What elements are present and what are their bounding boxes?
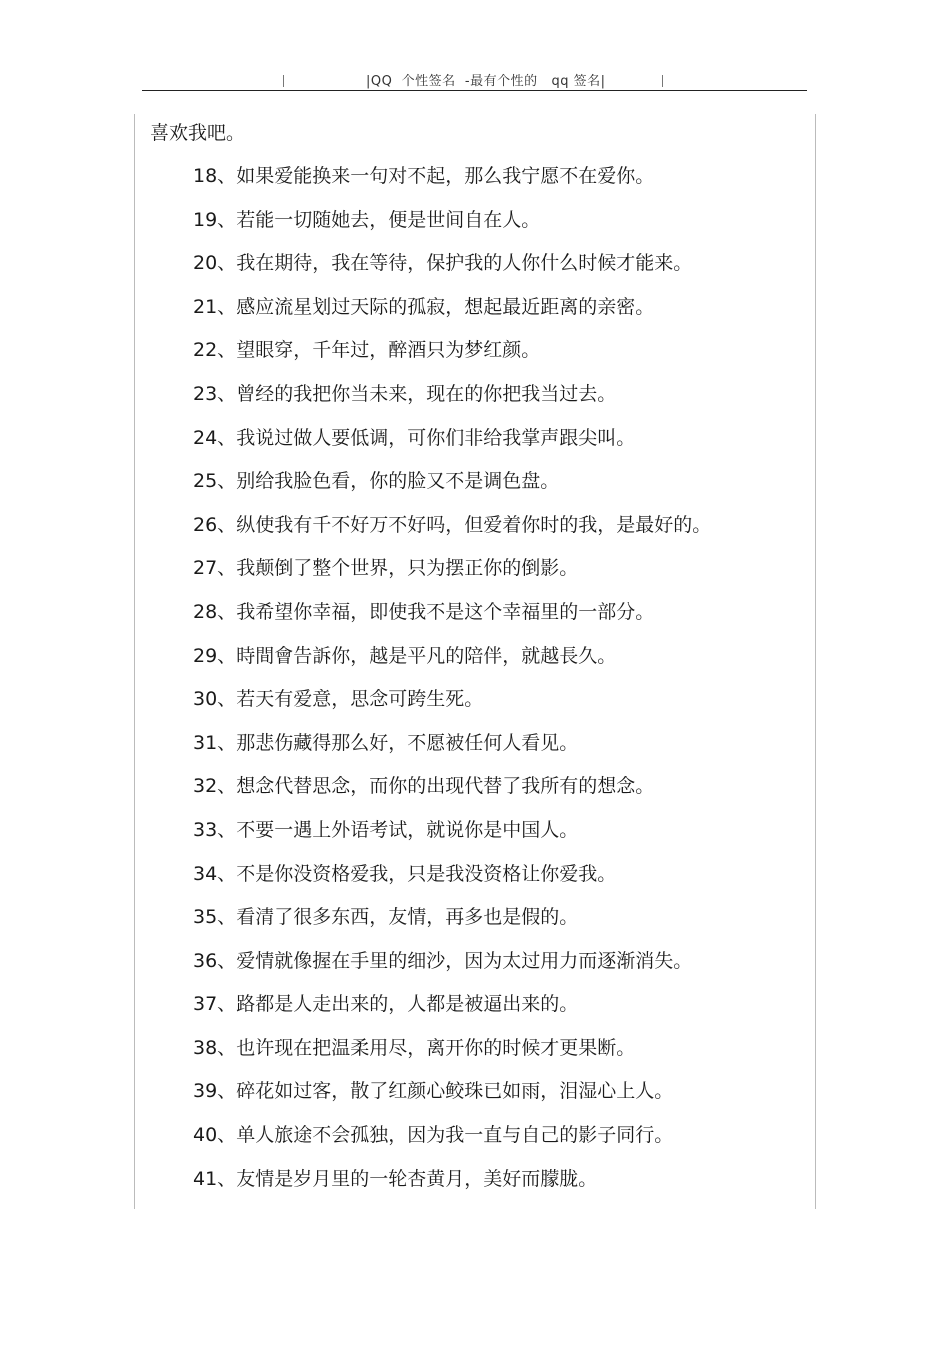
header-tick-mark bbox=[283, 75, 284, 87]
list-item bbox=[193, 1034, 711, 1078]
list-item bbox=[193, 162, 711, 206]
item-text: 不要一遇上外语考试，就说你是中国人。 bbox=[236, 818, 579, 841]
item-text: 碎花如过客，散了红颜心鲛珠已如雨，泪湿心上人。 bbox=[236, 1080, 674, 1103]
item-number: 38、 bbox=[193, 1036, 237, 1059]
item-number: 27、 bbox=[193, 557, 237, 580]
item-number: 20、 bbox=[193, 252, 237, 275]
list-item bbox=[193, 249, 711, 293]
item-text: 我在期待，我在等待，保护我的人你什么时候才能来。 bbox=[236, 252, 693, 275]
item-text: 如果爱能换来一句对不起，那么我宁愿不在爱你。 bbox=[236, 165, 655, 187]
item-text: 路都是人走出来的，人都是被逼出来的。 bbox=[236, 993, 579, 1016]
list-item bbox=[193, 206, 711, 250]
item-text: 望眼穿，千年过，醉酒只为梦红颜。 bbox=[236, 339, 541, 362]
item-text: 不是你没资格爱我，只是我没资格让你爱我。 bbox=[236, 862, 617, 885]
signature-list bbox=[193, 162, 711, 1208]
list-item bbox=[193, 1165, 711, 1209]
list-item bbox=[193, 816, 711, 860]
item-number: 36、 bbox=[193, 949, 237, 972]
item-text: 曾经的我把你当未来，现在的你把我当过去。 bbox=[236, 382, 617, 405]
item-number: 28、 bbox=[193, 600, 237, 623]
page-header bbox=[0, 68, 950, 90]
list-item bbox=[193, 990, 711, 1034]
item-number: 41、 bbox=[193, 1167, 237, 1190]
item-text: 感应流星划过天际的孤寂，想起最近距离的亲密。 bbox=[236, 295, 655, 318]
item-number: 32、 bbox=[193, 775, 237, 798]
page-border-right bbox=[815, 114, 816, 1209]
item-number: 29、 bbox=[193, 644, 237, 667]
header-tick-mark bbox=[662, 75, 663, 87]
item-text: 友情是岁月里的一轮杏黄月，美好而朦胧。 bbox=[236, 1167, 598, 1190]
item-text: 若天有爱意，思念可跨生死。 bbox=[236, 688, 484, 711]
intro-text: 喜欢我吧。 bbox=[150, 122, 246, 144]
list-item bbox=[193, 685, 711, 729]
item-text: 纵使我有千不好万不好吗，但爱着你时的我，是最好的。 bbox=[236, 513, 712, 536]
item-number: 25、 bbox=[193, 470, 237, 493]
list-item bbox=[193, 554, 711, 598]
item-number: 35、 bbox=[193, 906, 237, 929]
item-text: 若能一切随她去，便是世间自在人。 bbox=[236, 208, 541, 231]
item-text: 想念代替思念，而你的出现代替了我所有的想念。 bbox=[236, 775, 655, 798]
item-text: 那悲伤藏得那么好，不愿被任何人看见。 bbox=[236, 731, 579, 754]
item-number: 18、 bbox=[193, 165, 237, 187]
item-number: 39、 bbox=[193, 1080, 237, 1103]
item-number: 21、 bbox=[193, 295, 237, 318]
list-item bbox=[193, 293, 711, 337]
item-number: 26、 bbox=[193, 513, 237, 536]
item-number: 40、 bbox=[193, 1124, 237, 1147]
item-text: 别给我脸色看，你的脸又不是调色盘。 bbox=[236, 470, 560, 493]
list-item bbox=[193, 729, 711, 773]
item-text: 我说过做人要低调，可你们非给我掌声跟尖叫。 bbox=[236, 426, 636, 449]
item-number: 31、 bbox=[193, 731, 237, 754]
item-number: 24、 bbox=[193, 426, 237, 449]
list-item bbox=[193, 947, 711, 991]
item-number: 34、 bbox=[193, 862, 237, 885]
list-item bbox=[193, 467, 711, 511]
list-item bbox=[193, 1077, 711, 1121]
item-number: 22、 bbox=[193, 339, 237, 362]
list-item bbox=[193, 642, 711, 686]
item-text: 单人旅途不会孤独，因为我一直与自己的影子同行。 bbox=[236, 1124, 674, 1147]
item-text: 也许现在把温柔用尽，离开你的时候才更果断。 bbox=[236, 1036, 636, 1059]
item-text: 看清了很多东西，友情，再多也是假的。 bbox=[236, 906, 579, 929]
list-item bbox=[193, 380, 711, 424]
item-text: 時間會告訴你，越是平凡的陪伴，就越長久。 bbox=[236, 644, 617, 667]
header-divider bbox=[142, 90, 807, 91]
list-item bbox=[193, 860, 711, 904]
item-number: 30、 bbox=[193, 688, 237, 711]
item-text: 我希望你幸福，即使我不是这个幸福里的一部分。 bbox=[236, 600, 655, 623]
page-border-left bbox=[134, 114, 135, 1209]
item-text: 我颠倒了整个世界，只为摆正你的倒影。 bbox=[236, 557, 579, 580]
list-item bbox=[193, 903, 711, 947]
list-item bbox=[193, 336, 711, 380]
header-title: |QQ 个性签名 -最有个性的 qq 签名| bbox=[366, 74, 606, 89]
list-item bbox=[193, 511, 711, 555]
list-item bbox=[193, 772, 711, 816]
item-number: 19、 bbox=[193, 208, 237, 231]
item-number: 23、 bbox=[193, 382, 237, 405]
item-text: 爱情就像握在手里的细沙，因为太过用力而逐渐消失。 bbox=[236, 949, 693, 972]
list-item bbox=[193, 424, 711, 468]
list-item bbox=[193, 1121, 711, 1165]
item-number: 33、 bbox=[193, 818, 237, 841]
item-number: 37、 bbox=[193, 993, 237, 1016]
list-item bbox=[193, 598, 711, 642]
